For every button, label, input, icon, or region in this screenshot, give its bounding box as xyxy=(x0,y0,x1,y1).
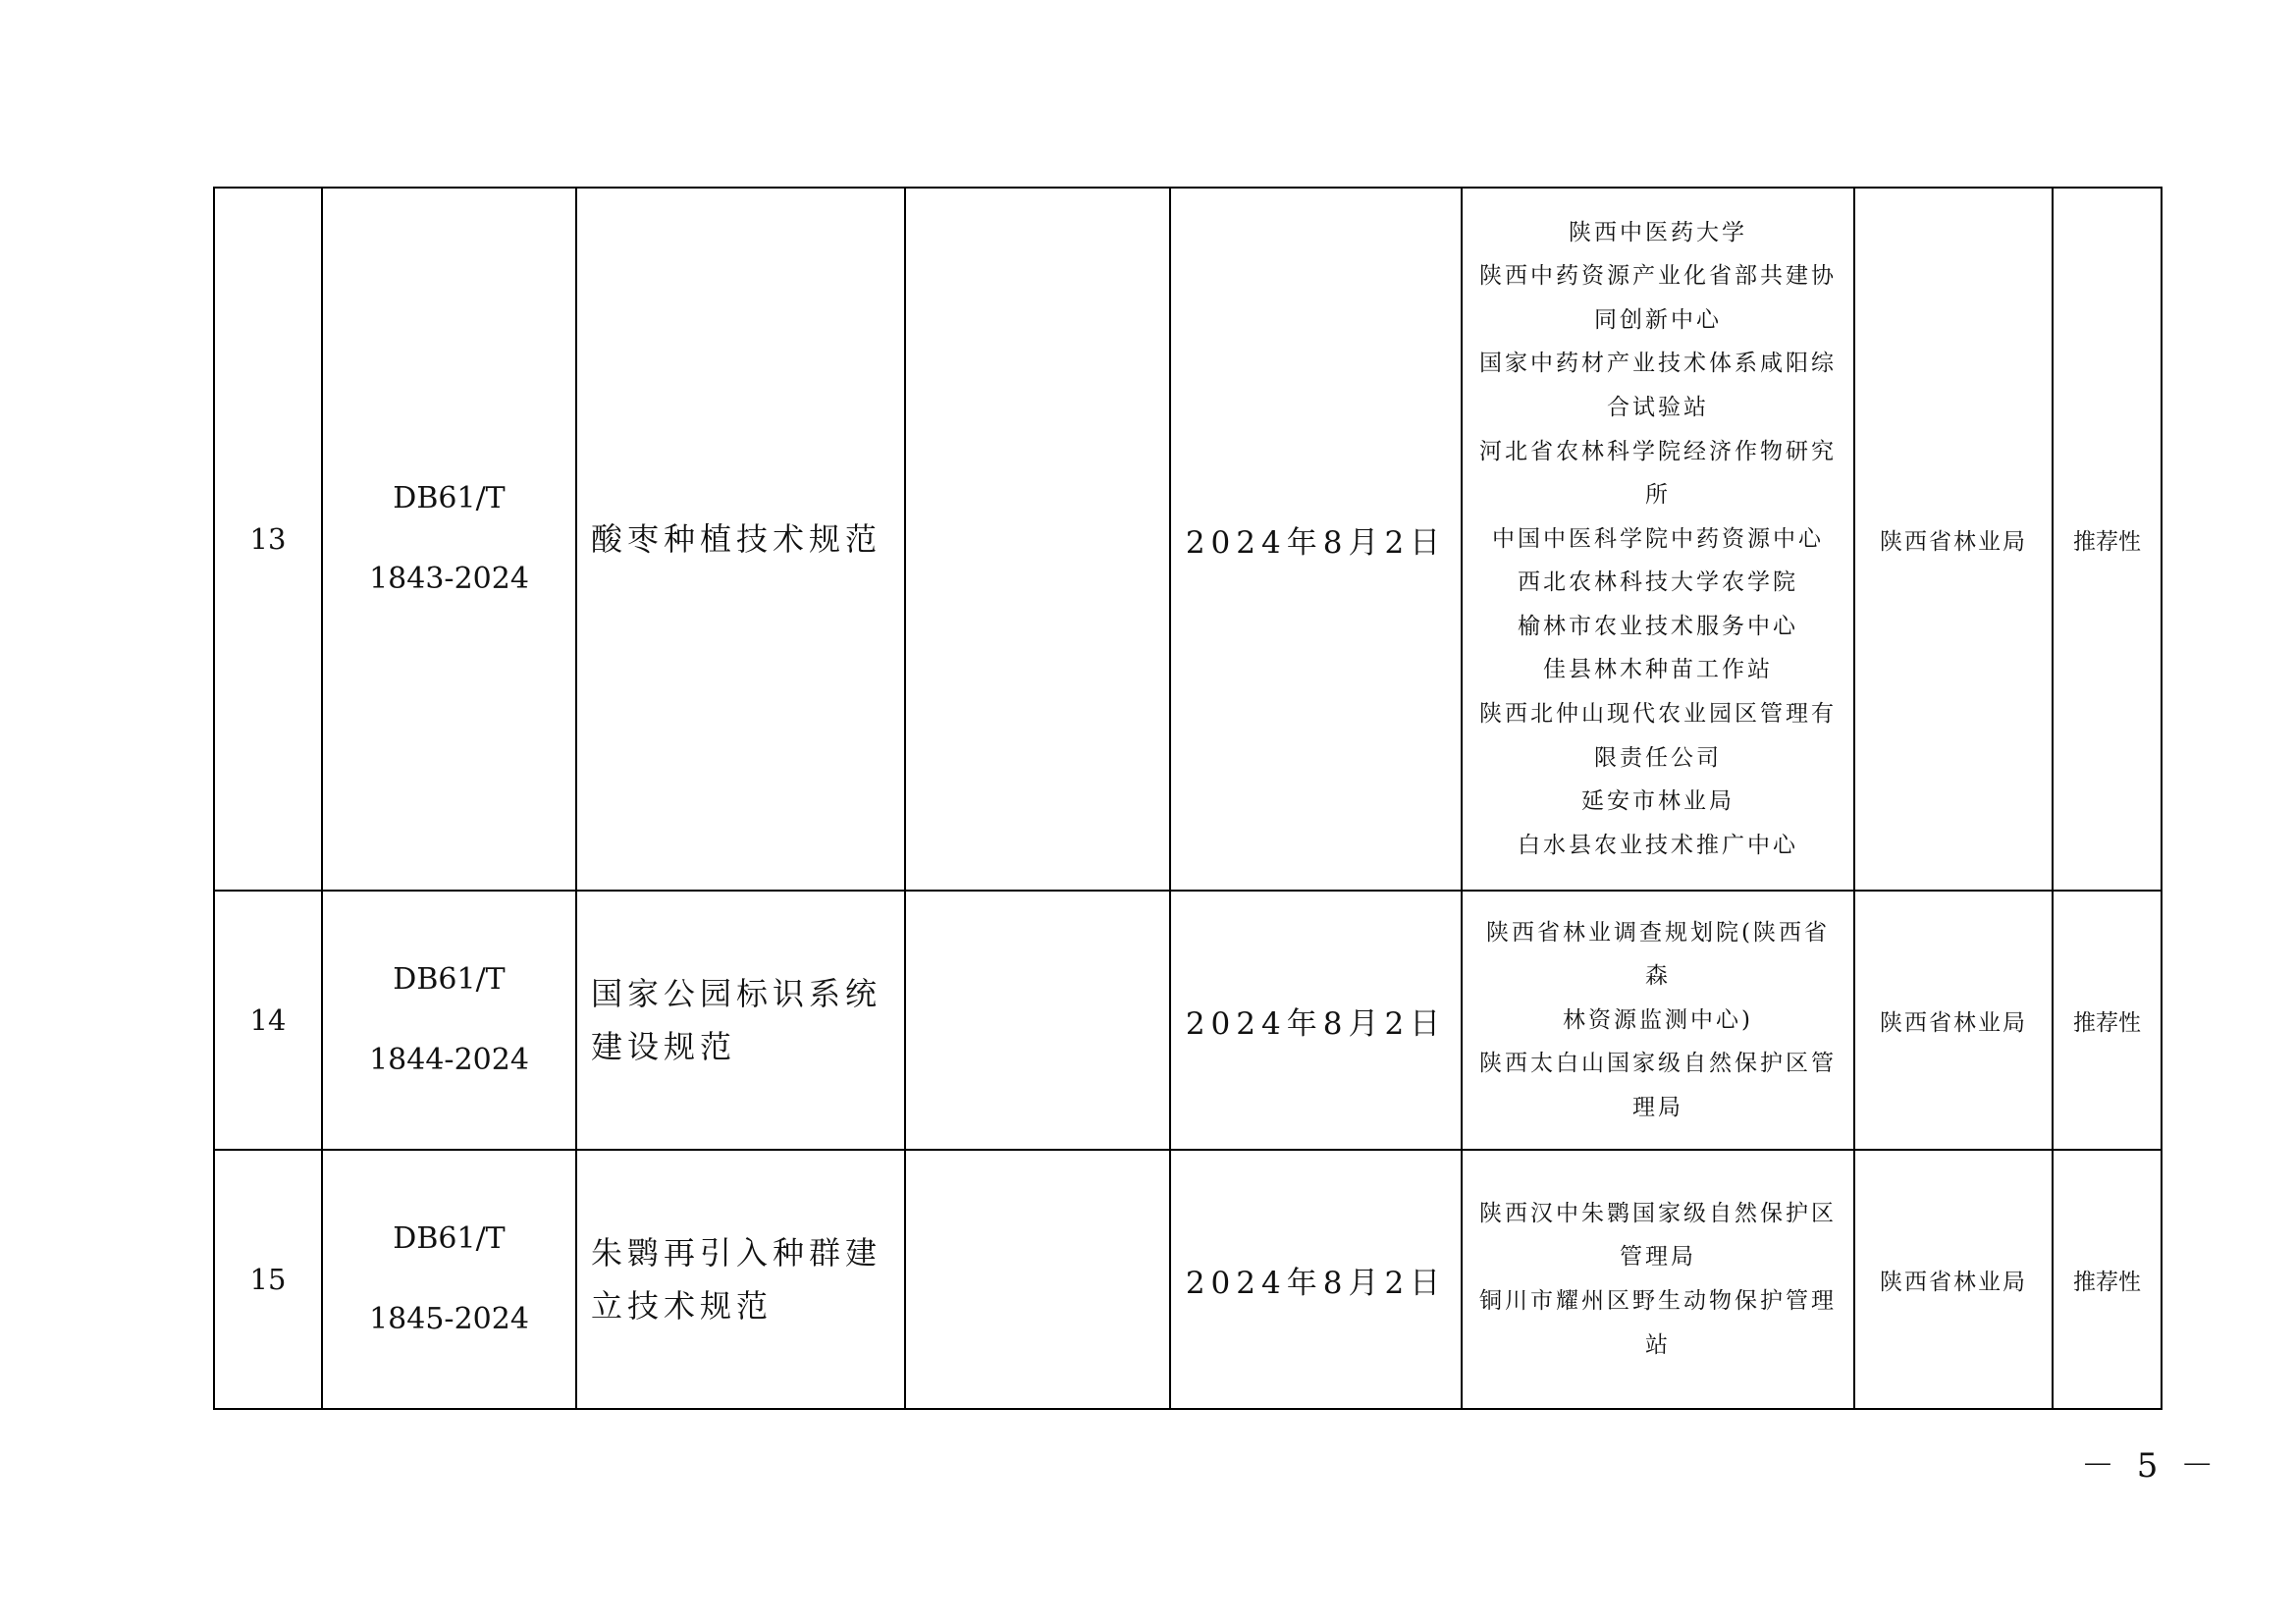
row-index: 15 xyxy=(249,1263,287,1296)
department: 陕西省林业局 xyxy=(1880,1269,2027,1295)
property-cell xyxy=(2053,1150,2162,1409)
row-index-cell xyxy=(214,1150,322,1409)
drafting-unit-line: 陕西中药资源产业化省部共建协 xyxy=(1479,263,1837,290)
page-number: － 5 － xyxy=(2081,1446,2220,1486)
department: 陕西省林业局 xyxy=(1880,1009,2027,1036)
table-row xyxy=(214,1150,2162,1409)
replaced-standard-cell xyxy=(905,1150,1170,1409)
drafting-unit-line: 国家中药材产业技术体系咸阳综 xyxy=(1479,351,1837,377)
standard-name-cell xyxy=(576,1150,905,1409)
row-index: 14 xyxy=(249,1003,287,1037)
drafting-unit-line: 限责任公司 xyxy=(1594,744,1722,771)
standard-code-number: 1845-2024 xyxy=(369,1302,529,1336)
drafting-unit-line: 延安市林业局 xyxy=(1581,788,1735,815)
publish-date-cell xyxy=(1170,891,1462,1150)
standard-name-cell xyxy=(576,188,905,891)
drafting-unit-line: 西北农林科技大学农学院 xyxy=(1518,569,1798,596)
standard-code-cell xyxy=(322,891,576,1150)
replaced-standard-cell xyxy=(905,891,1170,1150)
publish-date: 2024年8月2日 xyxy=(1185,524,1447,561)
row-index-cell xyxy=(214,188,322,891)
drafting-unit-line: 白水县农业技术推广中心 xyxy=(1518,832,1798,858)
drafting-unit-line: 铜川市耀州区野生动物保护管理 xyxy=(1479,1288,1837,1314)
row-index-cell xyxy=(214,891,322,1150)
replaced-standard-cell xyxy=(905,188,1170,891)
drafting-unit-line: 陕西省林业调查规划院(陕西省森 xyxy=(1486,919,1830,990)
department-cell xyxy=(1854,188,2053,891)
publish-date: 2024年8月2日 xyxy=(1185,1005,1447,1042)
standard-code-number: 1843-2024 xyxy=(369,562,529,596)
publish-date-cell xyxy=(1170,188,1462,891)
row-index: 13 xyxy=(249,522,287,556)
drafting-unit-line: 榆林市农业技术服务中心 xyxy=(1518,613,1798,639)
department-cell xyxy=(1854,1150,2053,1409)
table-row xyxy=(214,891,2162,1150)
drafting-unit-line: 河北省农林科学院经济作物研究 xyxy=(1479,438,1837,464)
standard-code-prefix: DB61/T xyxy=(393,962,506,997)
standards-table xyxy=(213,187,2163,1410)
drafting-unit-line: 同创新中心 xyxy=(1594,306,1722,333)
property-cell xyxy=(2053,891,2162,1150)
publish-date: 2024年8月2日 xyxy=(1185,1265,1447,1301)
drafting-unit-line: 站 xyxy=(1645,1331,1671,1358)
department: 陕西省林业局 xyxy=(1880,528,2027,555)
drafting-units-cell xyxy=(1462,188,1854,891)
drafting-unit-line: 理局 xyxy=(1632,1094,1683,1120)
drafting-unit-line: 佳县林木种苗工作站 xyxy=(1543,657,1773,683)
drafting-unit-line: 陕西北仲山现代农业园区管理有 xyxy=(1479,701,1837,728)
standard-property: 推荐性 xyxy=(2073,528,2141,555)
standard-name: 朱鹮再引入种群建立技术规范 xyxy=(591,1234,882,1325)
standard-name: 酸枣种植技术规范 xyxy=(591,520,882,558)
standard-name-cell xyxy=(576,891,905,1150)
property-cell xyxy=(2053,188,2162,891)
drafting-unit-line: 陕西太白山国家级自然保护区管 xyxy=(1479,1051,1837,1077)
standard-code-cell xyxy=(322,188,576,891)
standard-code-prefix: DB61/T xyxy=(393,481,506,515)
drafting-unit-line: 中国中医科学院中药资源中心 xyxy=(1492,525,1824,552)
drafting-units-cell xyxy=(1462,891,1854,1150)
drafting-unit-line: 陕西中医药大学 xyxy=(1569,219,1747,245)
standard-name: 国家公园标识系统建设规范 xyxy=(591,975,882,1065)
standard-property: 推荐性 xyxy=(2073,1009,2141,1036)
drafting-unit-line: 林资源监测中心) xyxy=(1563,1006,1753,1033)
table-row xyxy=(214,188,2162,891)
standard-code-cell xyxy=(322,1150,576,1409)
department-cell xyxy=(1854,891,2053,1150)
drafting-unit-line: 合试验站 xyxy=(1607,394,1709,420)
drafting-unit-line: 陕西汉中朱鹮国家级自然保护区 xyxy=(1479,1200,1837,1226)
publish-date-cell xyxy=(1170,1150,1462,1409)
standard-code-number: 1844-2024 xyxy=(369,1043,529,1077)
standard-code-prefix: DB61/T xyxy=(393,1221,506,1256)
drafting-units-cell xyxy=(1462,1150,1854,1409)
drafting-unit-line: 所 xyxy=(1645,482,1671,509)
drafting-unit-line: 管理局 xyxy=(1620,1244,1696,1271)
standard-property: 推荐性 xyxy=(2073,1269,2141,1295)
